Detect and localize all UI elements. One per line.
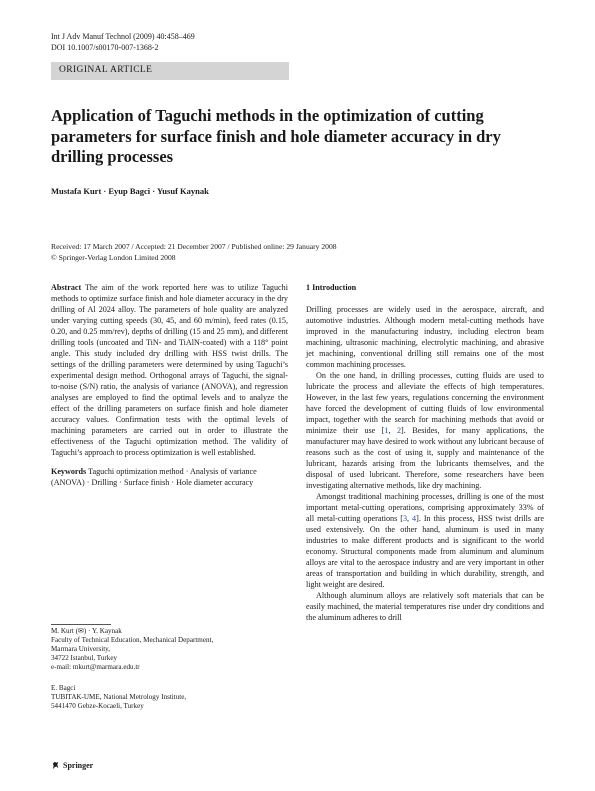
affiliation-2-institute: TUBITAK-UME, National Metrology Institute, — [51, 693, 187, 701]
citation-link[interactable]: 3 — [402, 514, 408, 523]
journal-citation: Int J Adv Manuf Technol (2009) 40:458–469 — [51, 32, 195, 41]
keywords — [51, 466, 288, 488]
author-list: Mustafa Kurt · Eyup Bagci · Yusuf Kaynak — [51, 186, 209, 196]
affiliation-1-dept: Faculty of Technical Education, Mechanical Department, — [51, 636, 214, 644]
footnote-divider — [51, 624, 111, 625]
journal-info — [51, 32, 195, 53]
right-column — [306, 282, 544, 623]
keywords-label: Keywords — [51, 467, 87, 476]
abstract-text: The aim of the work reported here was to utilize Taguchi methods to optimize surface finish and hole diameter accuracy in the dry drilling of Al 2024 alloy. The parameters of hole quality are analyzed under varying cutting speeds (30, 45, and 60 m/min), feed rates (0.15, 0.20, and 0.25 mm/rev), depths of drilling (15 and 25 mm), and different drilling tools (uncoated and TiN- and TiAlN-coated) with a 118° point angle. This study included dry drilling with HSS twist drills. The settings of the drilling parameters were determined by using Taguchi’s experimental design method. Orthogonal arrays of Taguchi, the signal-to-noise (S/N) ratio, the analysis of variance (ANOVA), and regression analyses are employed to find the optimal levels and to analyze the effect of the drilling parameters on surface finish and hole diameter accuracy values. Confirmation tests with the optimal levels of machining parameters are carried out in order to illustrate the effectiveness of the Taguchi optimization method. The validity of Taguchi’s approach to process optimization is well established. — [51, 283, 288, 457]
publisher-name: Springer — [63, 761, 94, 770]
affiliation-1-email[interactable]: e-mail: mkurt@marmara.edu.tr — [51, 663, 140, 671]
left-column — [51, 282, 288, 488]
intro-paragraph-3 — [306, 491, 544, 590]
intro-paragraph-3-start: Amongst traditional machining processes, drilling is one of the most important metal-cutting operations, comprising approximately 33% of all metal-cutting operations [ — [306, 492, 544, 523]
publication-history — [51, 242, 451, 263]
affiliation-1-authors: M. Kurt (✉) · Y. Kaynak — [51, 627, 122, 635]
intro-paragraph-2-start: On the one hand, in drilling processes, cutting fluids are used to lubricate the process and alleviate the effects of high temperatures. However, in the last few years, regulations concerning the environment have forced the development of cutting fluids of low environmental impact, together with the search for machining methods that avoid or minimize their use [ — [306, 371, 544, 435]
citation-separator: , — [388, 426, 397, 435]
abstract-label: Abstract — [51, 283, 82, 292]
intro-paragraph-1: Drilling processes are widely used in the aerospace, aircraft, and automotive industries. Although modern metal-cutting methods have improved in the manufacturing industry, including electron beam machining, ultrasonic machining, electrolytic machining, and abrasive jet machining, conventional drilling still remains one of the most common machining processes. — [306, 305, 544, 369]
affiliation-2-author: E. Bagci — [51, 684, 76, 692]
affiliation-2-city: 5441470 Gebze-Kocaeli, Turkey — [51, 702, 144, 710]
citation-link[interactable]: 2 — [396, 426, 402, 435]
section-banner — [51, 62, 289, 80]
affiliation-2 — [51, 684, 288, 711]
keywords-text: Taguchi optimization method · Analysis of variance (ANOVA) · Drilling · Surface finish · Hole diameter accuracy — [51, 467, 257, 487]
article-title: Application of Taguchi methods in the optimization of cutting parameters for surface finish and hole diameter accuracy in dry drilling processes — [51, 106, 501, 166]
publication-dates: Received: 17 March 2007 / Accepted: 21 December 2007 / Published online: 29 January 2008 — [51, 242, 337, 251]
citation-link[interactable]: 4 — [412, 514, 417, 523]
citation-link[interactable]: 1 — [384, 426, 389, 435]
intro-paragraph-3-end: ]. In this process, HSS twist drills are used extensively. On the other hand, aluminum is used in many industries to make different products and is significant to the world economy. Structural components made from aluminum and aluminum alloys are vital to the aerospace industry and are very important in other areas of transportation and building in which durability, strength, and light weight are desired. — [306, 514, 544, 589]
publisher-footer — [51, 761, 93, 770]
affiliation-1-university: Marmara University, — [51, 645, 111, 653]
springer-horse-icon — [51, 761, 60, 770]
intro-paragraph-2 — [306, 370, 544, 491]
journal-doi: DOI 10.1007/s00170-007-1368-2 — [51, 42, 159, 52]
section-banner-label: ORIGINAL ARTICLE — [59, 65, 153, 75]
intro-paragraph-4: Although aluminum alloys are relatively soft materials that can be easily machined, the material temperatures rise under dry conditions and the aluminum adheres to drill — [306, 591, 544, 622]
copyright-line: © Springer-Verlag London Limited 2008 — [51, 252, 176, 262]
affiliation-1 — [51, 627, 288, 672]
affiliation-1-city: 34722 Istanbul, Turkey — [51, 654, 118, 662]
citation-separator: , — [407, 514, 413, 523]
intro-paragraph-2-end: ]. Besides, for many applications, the manufacturer may have desired to work without any lubricant because of reasons such as the cost of using it, supply and maintenance of the lubricant, hazards arising from the lubricants themselves, and the disposal of used lubricant. Therefore, some researchers have been investigating alternative methods, like dry machining. — [306, 426, 544, 490]
section-heading-introduction: 1 Introduction — [306, 283, 357, 292]
abstract — [51, 282, 288, 458]
